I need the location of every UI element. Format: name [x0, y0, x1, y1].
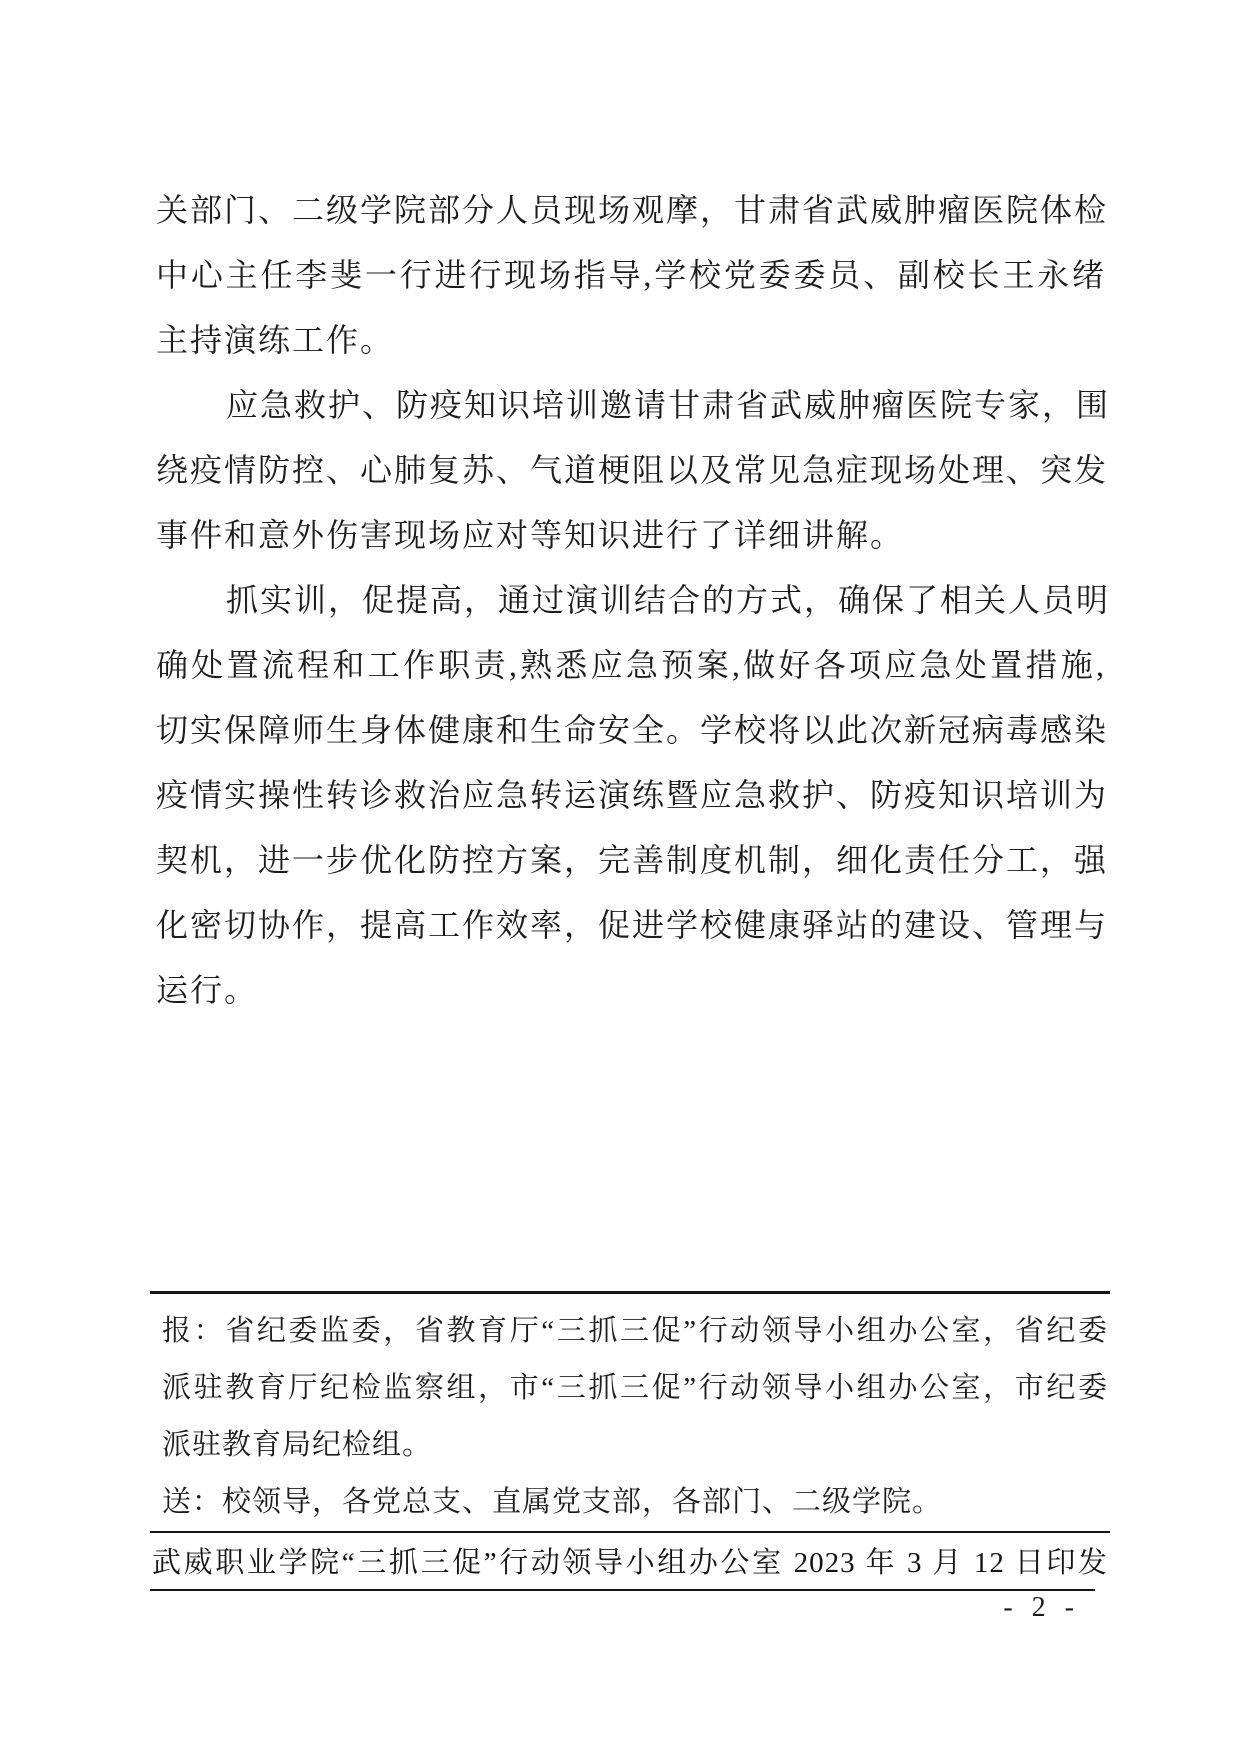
page-number: - 2 - — [1003, 1592, 1080, 1623]
imprint-line: 武威职业学院“三抓三促”行动领导小组办公室 2023 年 3 月 12 日印发 — [152, 1547, 1108, 1579]
body-line: 绕疫情防控、心肺复苏、气道梗阻以及常见急症现场处理、突发 — [156, 452, 1109, 488]
distribution-line: 送：校领导，各党总支、直属党支部，各部门、二级学院。 — [162, 1486, 943, 1518]
body-line: 抓实训，促提高，通过演训结合的方式，确保了相关人员明 — [226, 582, 1111, 618]
distribution-line: 派驻教育局纪检组。 — [162, 1429, 433, 1461]
separator-rule-middle — [150, 1531, 1110, 1533]
distribution-line: 派驻教育厅纪检监察组，市“三抓三促”行动领导小组办公室，市纪委 — [162, 1372, 1108, 1404]
body-line: 切实保障师生身体健康和生命安全。学校将以此次新冠病毒感染 — [156, 712, 1109, 748]
document-body — [156, 178, 1111, 1023]
separator-rule-bottom — [150, 1589, 1095, 1591]
body-line: 运行。 — [156, 972, 259, 1008]
body-line: 应急救护、防疫知识培训邀请甘肃省武威肿瘤医院专家，围 — [226, 387, 1111, 423]
body-line: 化密切协作，提高工作效率，促进学校健康驿站的建设、管理与 — [156, 907, 1109, 943]
body-line: 确处置流程和工作职责,熟悉应急预案,做好各项应急处置措施, — [156, 647, 1106, 683]
body-line: 契机，进一步优化防控方案，完善制度机制，细化责任分工，强 — [156, 842, 1109, 878]
body-line: 疫情实操性转诊救治应急转运演练暨应急救护、防疫知识培训为 — [156, 777, 1109, 813]
distribution-list — [162, 1303, 1108, 1531]
body-line: 关部门、二级学院部分人员现场观摩，甘肃省武威肿瘤医院体检 — [156, 192, 1109, 228]
body-line: 中心主任李斐一行进行现场指导,学校党委委员、副校长王永绪 — [156, 257, 1106, 293]
body-line: 主持演练工作。 — [156, 322, 395, 358]
distribution-line: 报：省纪委监委，省教育厅“三抓三促”行动领导小组办公室，省纪委 — [162, 1315, 1108, 1347]
separator-rule-top — [150, 1291, 1110, 1294]
body-line: 事件和意外伤害现场应对等知识进行了详细讲解。 — [156, 517, 905, 553]
